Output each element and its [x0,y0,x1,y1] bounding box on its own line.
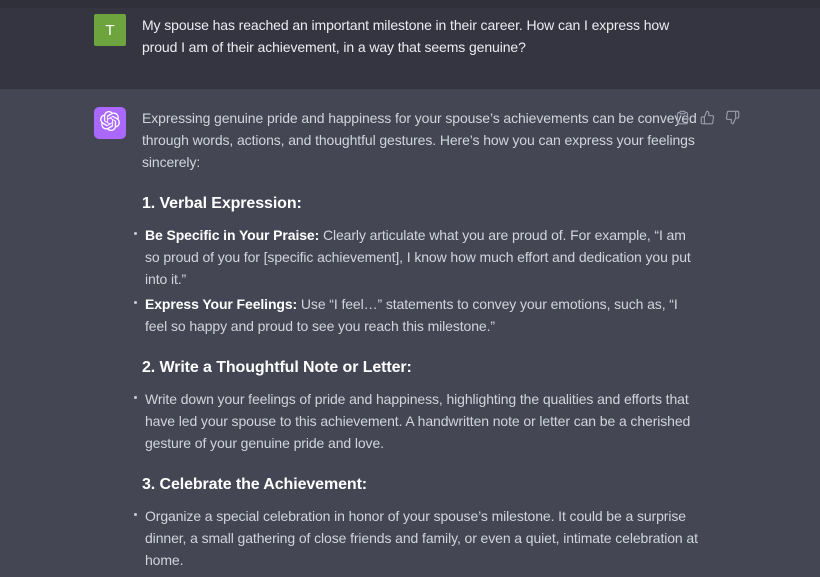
list-item [145,224,699,290]
user-avatar [94,14,126,46]
message-action-bar [674,109,740,125]
section-heading-verbal-expression: 1. Verbal Expression: [142,195,302,212]
thumbs-up-icon [700,110,715,125]
top-divider-strip [0,0,820,8]
thumbs-down-icon [725,110,740,125]
assistant-avatar [94,107,126,139]
user-message-row [0,8,820,88]
assistant-intro-paragraph: Expressing genuine pride and happiness for your spouse’s achievements can be conveyed through words, actions, and thoughtful gestures. Here’s how you can express your feelings sincerely: [142,110,697,170]
list-item-bold-lead: Express Your Feelings: [145,296,298,312]
assistant-message-row [0,88,820,577]
copy-button[interactable] [674,109,690,125]
assistant-message-content [142,107,699,571]
user-message-text: My spouse has reached an important milestone in their career. How can I express how proud I am of their achievement, in a way that seems genuine? [142,17,670,55]
user-avatar-letter: T [105,21,115,39]
clipboard-icon [675,110,690,125]
openai-logo-icon [100,111,120,136]
list-item [145,505,699,571]
thumbs-down-button[interactable] [724,109,740,125]
list-item-text: Organize a special celebration in honor of your spouse’s milestone. It could be a surprise dinner, a small gathering of close friends and family, or even a quiet, intimate celebration at home. [145,508,698,568]
thumbs-up-button[interactable] [699,109,715,125]
list-item [145,388,699,454]
bullet-list-thoughtful-note [142,388,699,454]
section-heading-celebrate-achievement: 3. Celebrate the Achievement: [142,476,368,493]
list-item-text: Write down your feelings of pride and happiness, highlighting the qualities and efforts that have led your spouse to this achievement. A handwritten note or letter can be a cherished gesture of your genuine pride and love. [145,391,691,451]
list-item-text: Use “I feel…” statements to convey your emotions, such as, “I feel so happy and proud to see you reach this milestone.” [145,296,678,334]
bullet-list-celebrate-achievement [142,505,699,571]
list-item [145,293,699,337]
bullet-list-verbal-expression [142,224,699,337]
section-heading-thoughtful-note: 2. Write a Thoughtful Note or Letter: [142,359,412,376]
list-item-bold-lead: Be Specific in Your Praise: [145,227,320,243]
list-item-text: Clearly articulate what you are proud of. For example, “I am so proud of you for [specific achievement], I know how much effort and dedication you put into it.” [145,227,691,287]
